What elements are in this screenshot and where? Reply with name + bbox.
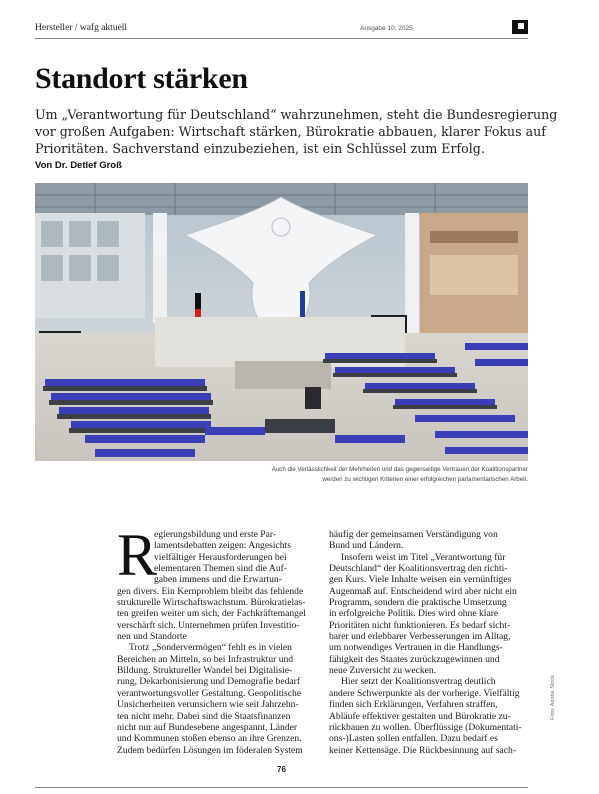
body-line: Trotz „Sondervermögen“ fehlt es in vielen — [129, 642, 292, 654]
body-line: Prioritäten nicht funktionieren. Es bedarf sicht- — [329, 619, 511, 631]
page-header — [35, 22, 528, 38]
footer-divider — [35, 787, 528, 788]
body-line: verschärft sich. Unternehmen prüfen Investitio- — [117, 619, 300, 631]
article-byline: Von Dr. Detlef Groß — [35, 160, 122, 171]
plenary-hall-illustration — [35, 183, 528, 461]
body-column-1 — [117, 522, 317, 756]
body-line: Augenmaß auf. Entscheidend wird aber nicht ein — [329, 585, 517, 597]
publisher-logo-icon — [512, 20, 528, 34]
body-line: Deutschland“ der Koalitionsvertrag den richti- — [329, 563, 508, 575]
body-line: Unsicherheiten verunsichern wie seit Jahrzehn- — [117, 699, 299, 711]
body-line: Insofern weist im Titel „Verantwortung für — [341, 551, 506, 563]
article-title: Standort stärken — [35, 62, 248, 95]
body-line: ten greifen weiter um sich, der Fachkräftemangel — [117, 608, 306, 620]
body-line: elementaren Themen sind die Auf- — [154, 563, 288, 575]
body-line: Zudem bedürfen Lösungen im föderalen System — [117, 744, 303, 756]
photo-credit: Foto: Adobe Stock — [550, 675, 556, 720]
bundestag-plenary-photo — [35, 183, 528, 461]
caption-line: werden zu wichtigen Kriterien einer erfolgreichen parlamentarischen Arbeit. — [322, 476, 528, 483]
body-column-2 — [329, 529, 533, 756]
body-line: und Kommunen stoßen ebenso an ihre Grenzen. — [117, 733, 302, 745]
body-line: ten nicht mehr. Dabei sind die Staatsfinanzen — [117, 710, 291, 722]
body-line: rung, Dekarbonisierung und Demografie bedarf — [117, 676, 301, 688]
lead-line: vor großen Aufgaben: Wirtschaft stärken, Bürokratie abbauen, klarer Fokus auf — [35, 124, 546, 139]
body-line: Hier setzt der Koalitionsvertrag deutlich — [341, 676, 496, 688]
photo-caption — [35, 465, 528, 485]
page-number: 76 — [277, 765, 286, 774]
body-line: fähigkeit des Staates zurückzugewinnen und — [329, 653, 500, 665]
header-divider — [35, 38, 528, 39]
body-line: strukturelle Wirtschaftswachstum. Bürokratielas- — [117, 597, 306, 609]
body-line: nicht nur auf Bundesebene angespannt, Länder — [117, 721, 298, 733]
body-line: um notwendiges Vertrauen in die Handlungs- — [329, 642, 503, 654]
body-line: häufig der gemeinsamen Verständigung von — [329, 529, 498, 540]
body-line: gen divers. Ein Kernproblem bleibt das fehlende — [117, 585, 304, 597]
body-line: lamentsdebatten zeigen: Angesichts — [154, 540, 291, 552]
drop-cap: R — [117, 522, 158, 588]
body-line: egierungsbildung und erste Par- — [154, 529, 277, 540]
body-line: Bund und Ländern. — [329, 540, 404, 552]
body-line: ons-)Lasten sollen entfallen. Dazu bedarf es — [329, 733, 498, 745]
body-line: andere Schwerpunkte als der vorherige. Vielfältig — [329, 687, 520, 699]
body-line: nen und Standorte — [117, 631, 187, 643]
body-line: Bereichen an Mitteln, so bei Infrastruktur und — [117, 653, 294, 665]
body-line: Bildung. Struktureller Wandel bei Digitalisie- — [117, 665, 293, 677]
lead-line: Um „Verantwortung für Deutschland“ wahrzunehmen, steht die Bundesregierung — [35, 107, 558, 122]
body-line: neue Zuversicht zu wecken. — [329, 665, 437, 677]
body-line: Abläufe effektiver gestalten und Bürokratie zu- — [329, 710, 511, 722]
article-lead — [35, 106, 558, 157]
issue-label: Ausgabe 10, 2025 — [360, 25, 413, 32]
body-line: keiner Kettensäge. Die Rückbesinnung auf sach- — [329, 744, 517, 756]
section-label: Hersteller / wafg aktuell — [35, 23, 128, 33]
body-line: barer und erlebbarer Verbesserungen im Alltag, — [329, 631, 511, 643]
body-line: in erfolgreiche Politik. Dies wird ohne klare — [329, 608, 499, 620]
caption-line: Auch die Verlässlichkeit der Mehrheiten und das gegenseitige Vertrauen der Koalitionspartner — [271, 466, 528, 473]
body-line: gaben immens und die Erwartun- — [154, 574, 282, 586]
body-line: verantwortungsvoller Gestaltung. Geopolitische — [117, 687, 302, 699]
lead-line: Prioritäten. Sachverstand einzubeziehen, ist ein Schlüssel zum Erfolg. — [35, 141, 485, 156]
body-line: vielfältiger Herausforderungen bei — [154, 551, 287, 563]
body-line: rückbauen zu wollen. Überflüssige (Dokumentati- — [329, 721, 522, 733]
body-line: gen Kurs. Viele Inhalte weisen ein vernünftiges — [329, 574, 512, 586]
body-line: finden sich Erklärungen, Verfahren straffen, — [329, 699, 498, 711]
body-line: Programm, sondern die praktische Umsetzung — [329, 597, 507, 609]
